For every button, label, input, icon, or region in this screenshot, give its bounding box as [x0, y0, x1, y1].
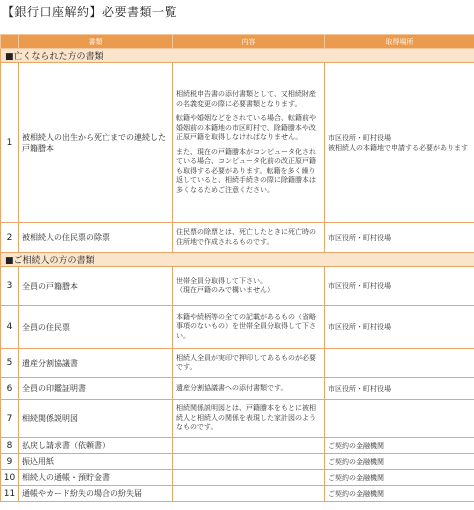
- document-description: [173, 400, 325, 438]
- obtain-place: 市区役所・町村役場: [325, 267, 474, 306]
- description-paragraph: 相続関係説明図とは、戸籍謄本をもとに被相続人と相続人の関係を表現した家計図のようなものです。: [176, 404, 316, 432]
- row-number: 10: [1, 470, 19, 486]
- document-description: [173, 486, 325, 502]
- header-blank: [1, 35, 19, 49]
- document-description: [173, 470, 325, 486]
- section-header-row: [1, 49, 474, 63]
- header-kind: 書類: [19, 35, 173, 49]
- description-paragraph: 世帯全員分取得して下さい。 （現在戸籍のみで構いません）: [176, 276, 274, 294]
- table-row: [1, 378, 474, 400]
- obtain-place: ご契約の金融機関: [325, 486, 474, 502]
- section-title: ■ご相続人の方の書類: [1, 253, 474, 267]
- document-description: [173, 306, 325, 349]
- page-title: 【銀行口座解約】必要書類一覧: [2, 5, 178, 19]
- obtain-place: [325, 349, 474, 378]
- document-name: 相続人の通帳・預貯金書: [19, 470, 173, 486]
- row-number: 8: [1, 438, 19, 454]
- table-row: [1, 486, 474, 502]
- document-description: [173, 438, 325, 454]
- obtain-place: ご契約の金融機関: [325, 470, 474, 486]
- row-number: 3: [1, 267, 19, 306]
- document-name: 相続関係説明図: [19, 400, 173, 438]
- document-description: [173, 223, 325, 253]
- description-paragraph: 遺産分割協議書への添付書類です。: [176, 383, 288, 392]
- row-number: 6: [1, 378, 19, 400]
- description-paragraph: 転籍や婚姻などをされている場合、転籍前や婚姻前の本籍地の市区町村で、除籍謄本や改正原戸籍を取得しなければなりません。: [176, 114, 316, 141]
- header-desc: 内容: [173, 35, 325, 49]
- table-row: [1, 349, 474, 378]
- section-title: ■亡くなられた方の書類: [1, 49, 474, 63]
- document-description: [173, 378, 325, 400]
- description-paragraph: また、現在の戸籍謄本がコンピュータ化されている場合、コンピュータ化前の改正原戸籍も取得する必要があります。転籍を多く繰り返していると、相続手続きの際に除籍謄本は多くなるためご注意ください。: [176, 147, 316, 194]
- description-paragraph: 相続税申告書の添付書類として、又相続財産の名義変更の際に必要書類となります。: [176, 90, 316, 108]
- document-name: 被相続人の住民票の除票: [19, 223, 173, 253]
- description-paragraph: 本籍や続柄等の全ての記載があるもの（省略事項のないもの）を世帯全員分取得して下さい。: [176, 312, 316, 340]
- obtain-place: 市区役所・町村役場: [325, 306, 474, 349]
- document-name: 通帳やカード紛失の場合の紛失届: [19, 486, 173, 502]
- document-description: [173, 454, 325, 470]
- table-row: [1, 400, 474, 438]
- document-name: 全員の戸籍謄本: [19, 267, 173, 306]
- document-description: [173, 267, 325, 306]
- table-row: [1, 438, 474, 454]
- document-description: [173, 349, 325, 378]
- table-row: [1, 454, 474, 470]
- row-number: 2: [1, 223, 19, 253]
- document-name: 払戻し請求書（依頼書）: [19, 438, 173, 454]
- obtain-place: 市区役所・町村役場: [325, 378, 474, 400]
- table-row: [1, 306, 474, 349]
- obtain-place: ご契約の金融機関: [325, 438, 474, 454]
- row-number: 7: [1, 400, 19, 438]
- row-number: 9: [1, 454, 19, 470]
- obtain-place: 市区役所・町村役場 被相続人の本籍地で申請する必要があります: [325, 63, 474, 223]
- section-header-row: [1, 253, 474, 267]
- obtain-place: ご契約の金融機関: [325, 454, 474, 470]
- table-header-row: [1, 35, 474, 49]
- table-row: [1, 223, 474, 253]
- row-number: 5: [1, 349, 19, 378]
- document-name: 全員の住民票: [19, 306, 173, 349]
- description-paragraph: 住民票の除票とは、死亡したときに死亡時の住所地で作成されるものです。: [176, 228, 316, 246]
- document-name: 全員の印鑑証明書: [19, 378, 173, 400]
- row-number: 1: [1, 63, 19, 223]
- obtain-place: 市区役所・町村役場: [325, 223, 474, 253]
- row-number: 11: [1, 486, 19, 502]
- documents-table: [0, 34, 474, 502]
- table-row: [1, 470, 474, 486]
- document-name: 被相続人の出生から死亡までの連続した戸籍謄本: [19, 63, 173, 223]
- obtain-place: [325, 400, 474, 438]
- table-row: [1, 267, 474, 306]
- document-name: 振込用紙: [19, 454, 173, 470]
- table-row: [1, 63, 474, 223]
- document-name: 遺産分割協議書: [19, 349, 173, 378]
- header-place: 取得場所: [325, 35, 474, 49]
- row-number: 4: [1, 306, 19, 349]
- description-paragraph: 相続人全員が実印で押印してあるものが必要です。: [176, 353, 316, 371]
- document-description: [173, 63, 325, 223]
